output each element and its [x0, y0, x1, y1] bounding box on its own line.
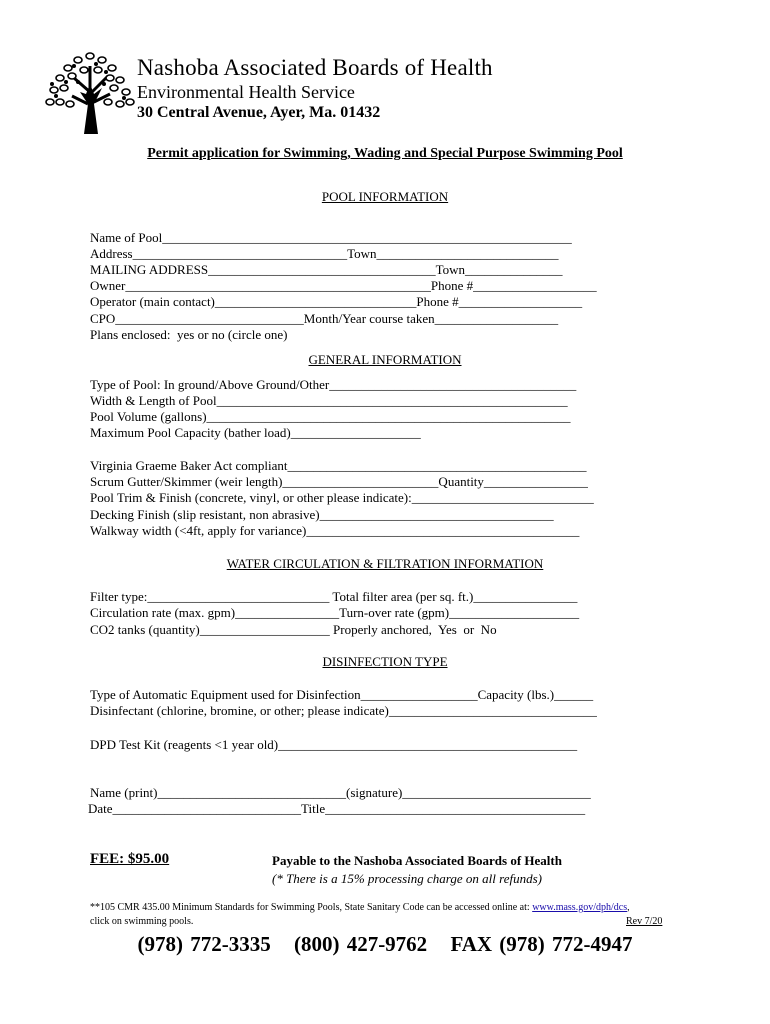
co2-tanks-field[interactable]: CO2 tanks (quantity)____________________ Properly anchored, Yes or No	[90, 622, 497, 637]
circulation-rate-field[interactable]: Circulation rate (max. gpm)________________Turn-over rate (gpm)____________________	[90, 605, 580, 620]
pool-volume-field[interactable]: Pool Volume (gallons)________________________________________________________	[90, 409, 571, 424]
payable-to: Payable to the Nashoba Associated Boards of Health	[272, 853, 562, 868]
revision-date: Rev 7/20	[626, 916, 663, 927]
date-title-field[interactable]: Date_____________________________Title________________________________________	[88, 801, 586, 816]
disinfectant-field[interactable]: Disinfectant (chlorine, bromine, or other; please indicate)________________________________	[90, 703, 597, 718]
refund-charge-note: (* There is a 15% processing charge on all refunds)	[272, 871, 542, 886]
footnote-line-1	[90, 902, 630, 913]
org-name: Nashoba Associated Boards of Health	[137, 55, 493, 80]
fee-amount: FEE: $95.00	[90, 851, 170, 867]
contact-phones	[0, 932, 770, 957]
plans-enclosed-field[interactable]: Plans enclosed: yes or no (circle one)	[90, 327, 288, 342]
org-address: 30 Central Avenue, Ayer, Ma. 01432	[137, 104, 381, 121]
mass-gov-link[interactable]: www.mass.gov/dph/dcs	[532, 902, 628, 913]
decking-finish-field[interactable]: Decking Finish (slip resistant, non abrasive)____________________________________	[90, 507, 554, 522]
footnote-text: **105 CMR 435.00 Minimum Standards for Swimming Pools, State Sanitary Code can be accessed online at:	[90, 902, 533, 913]
footnote-comma: ,	[627, 902, 630, 913]
max-capacity-field[interactable]: Maximum Pool Capacity (bather load)____________________	[90, 425, 421, 440]
cpo-field[interactable]: CPO_____________________________Month/Year course taken___________________	[90, 311, 559, 326]
section-disinfection-type: DISINFECTION TYPE	[322, 654, 448, 669]
section-pool-information: POOL INFORMATION	[321, 189, 449, 204]
main-phone: (978) 772-3335	[137, 932, 271, 956]
fax-number: FAX (978) 772-4947	[450, 932, 633, 956]
section-general-information: GENERAL INFORMATION	[308, 352, 462, 367]
tree-logo-icon	[44, 48, 136, 134]
owner-field[interactable]: Owner_______________________________________________Phone #___________________	[90, 278, 597, 293]
name-of-pool-field[interactable]: Name of Pool_______________________________________________________________	[90, 230, 572, 245]
footnote-line-2: click on swimming pools.	[90, 916, 194, 927]
vgb-act-field[interactable]: Virginia Graeme Baker Act compliant______________________________________________	[90, 458, 587, 473]
document-title: Permit application for Swimming, Wading and Special Purpose Swimming Pool	[147, 146, 623, 161]
pool-trim-field[interactable]: Pool Trim & Finish (concrete, vinyl, or other please indicate):____________________________	[90, 490, 594, 505]
section-water-circulation: WATER CIRCULATION & FILTRATION INFORMATION	[226, 556, 544, 571]
mailing-address-field[interactable]: MAILING ADDRESS___________________________________Town_______________	[90, 262, 563, 277]
scrum-gutter-field[interactable]: Scrum Gutter/Skimmer (weir length)________________________Quantity________________	[90, 474, 588, 489]
walkway-width-field[interactable]: Walkway width (<4ft, apply for variance)__________________________________________	[90, 523, 580, 538]
type-of-pool-field[interactable]: Type of Pool: In ground/Above Ground/Other______________________________________	[90, 377, 577, 392]
org-service: Environmental Health Service	[137, 82, 355, 102]
address-field[interactable]: Address_________________________________Town____________________________	[90, 246, 559, 261]
operator-field[interactable]: Operator (main contact)_______________________________Phone #___________________	[90, 294, 583, 309]
automatic-equipment-field[interactable]: Type of Automatic Equipment used for Disinfection__________________Capacity (lbs.)______	[90, 687, 594, 702]
width-length-field[interactable]: Width & Length of Pool______________________________________________________	[90, 393, 568, 408]
toll-free-phone: (800) 427-9762	[293, 932, 428, 956]
dpd-test-kit-field[interactable]: DPD Test Kit (reagents <1 year old)______________________________________________	[90, 737, 578, 752]
filter-type-field[interactable]: Filter type:____________________________ Total filter area (per sq. ft.)________________	[90, 589, 578, 604]
name-signature-field[interactable]: Name (print)_____________________________(signature)_____________________________	[90, 785, 591, 800]
